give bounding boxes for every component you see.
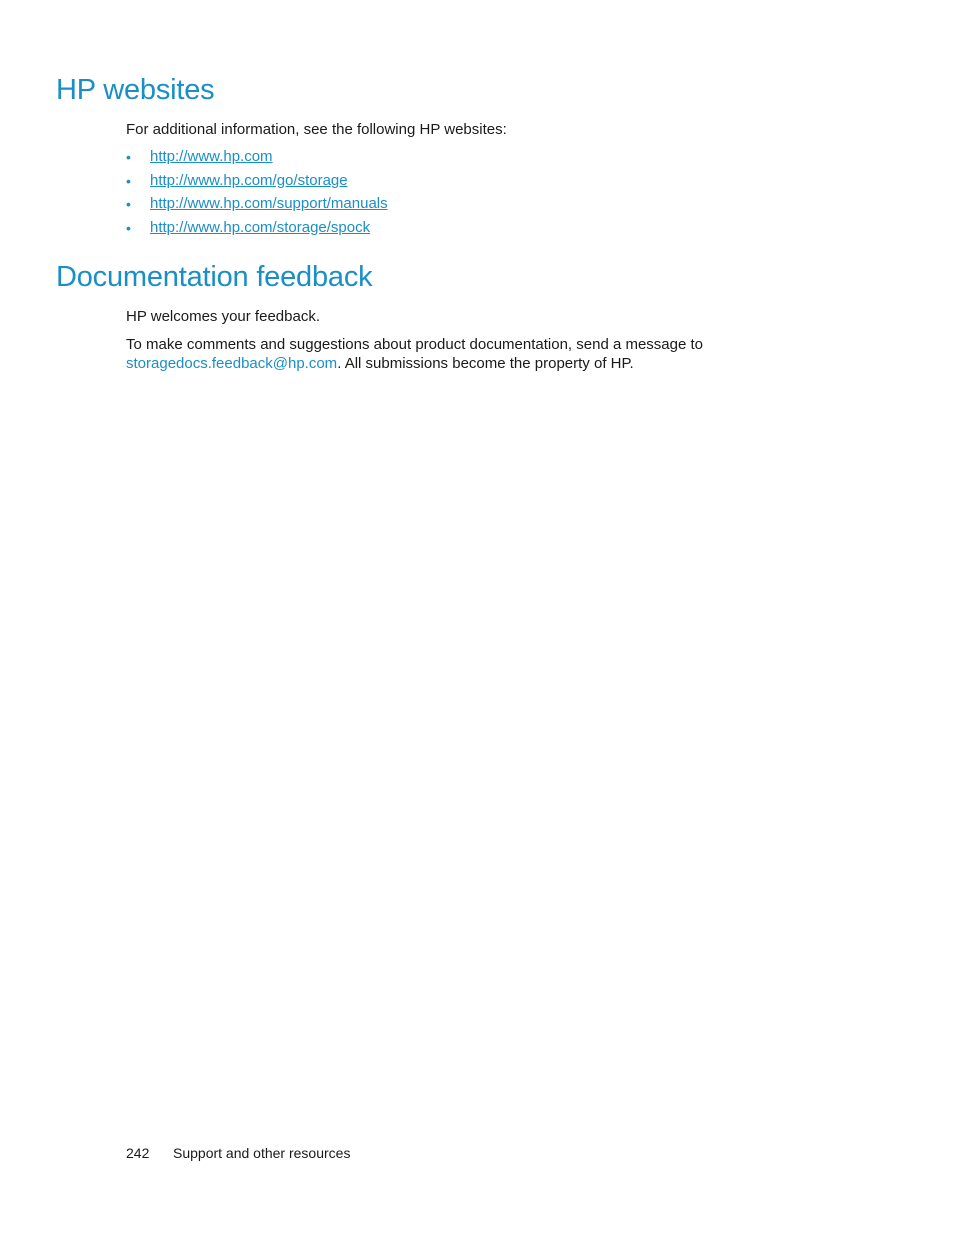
section-title-hp-websites: HP websites xyxy=(56,74,215,106)
page-footer xyxy=(126,1145,350,1161)
link-hp-storage-spock[interactable]: http://www.hp.com/storage/spock xyxy=(150,218,371,236)
feedback-instructions-lead: To make comments and suggestions about product documentation, send a message to xyxy=(126,336,704,353)
bullet-icon: • xyxy=(126,196,131,212)
bullet-icon: • xyxy=(126,172,131,189)
feedback-instructions-tail: . All submissions become the property of HP. xyxy=(337,355,634,372)
link-hp-support-manuals[interactable]: http://www.hp.com/support/manuals xyxy=(150,195,388,212)
page-number: 242 xyxy=(126,1145,150,1161)
feedback-welcome-text: HP welcomes your feedback. xyxy=(126,308,320,325)
list-item xyxy=(126,147,388,171)
feedback-email-link[interactable]: storagedocs.feedback@hp.com xyxy=(126,355,338,372)
list-item xyxy=(126,194,388,218)
bullet-icon: • xyxy=(126,219,131,236)
websites-intro-text: For additional information, see the following HP websites: xyxy=(126,121,507,138)
link-hp-storage[interactable]: http://www.hp.com/go/storage xyxy=(150,171,348,189)
feedback-instructions-text xyxy=(126,335,726,373)
websites-link-list xyxy=(126,147,388,241)
footer-section-title: Support and other resources xyxy=(173,1145,351,1161)
list-item xyxy=(126,218,388,242)
section-title-documentation-feedback: Documentation feedback xyxy=(56,261,373,293)
bullet-icon: • xyxy=(126,149,131,165)
link-hp-home[interactable]: http://www.hp.com xyxy=(150,148,273,165)
list-item xyxy=(126,171,388,195)
